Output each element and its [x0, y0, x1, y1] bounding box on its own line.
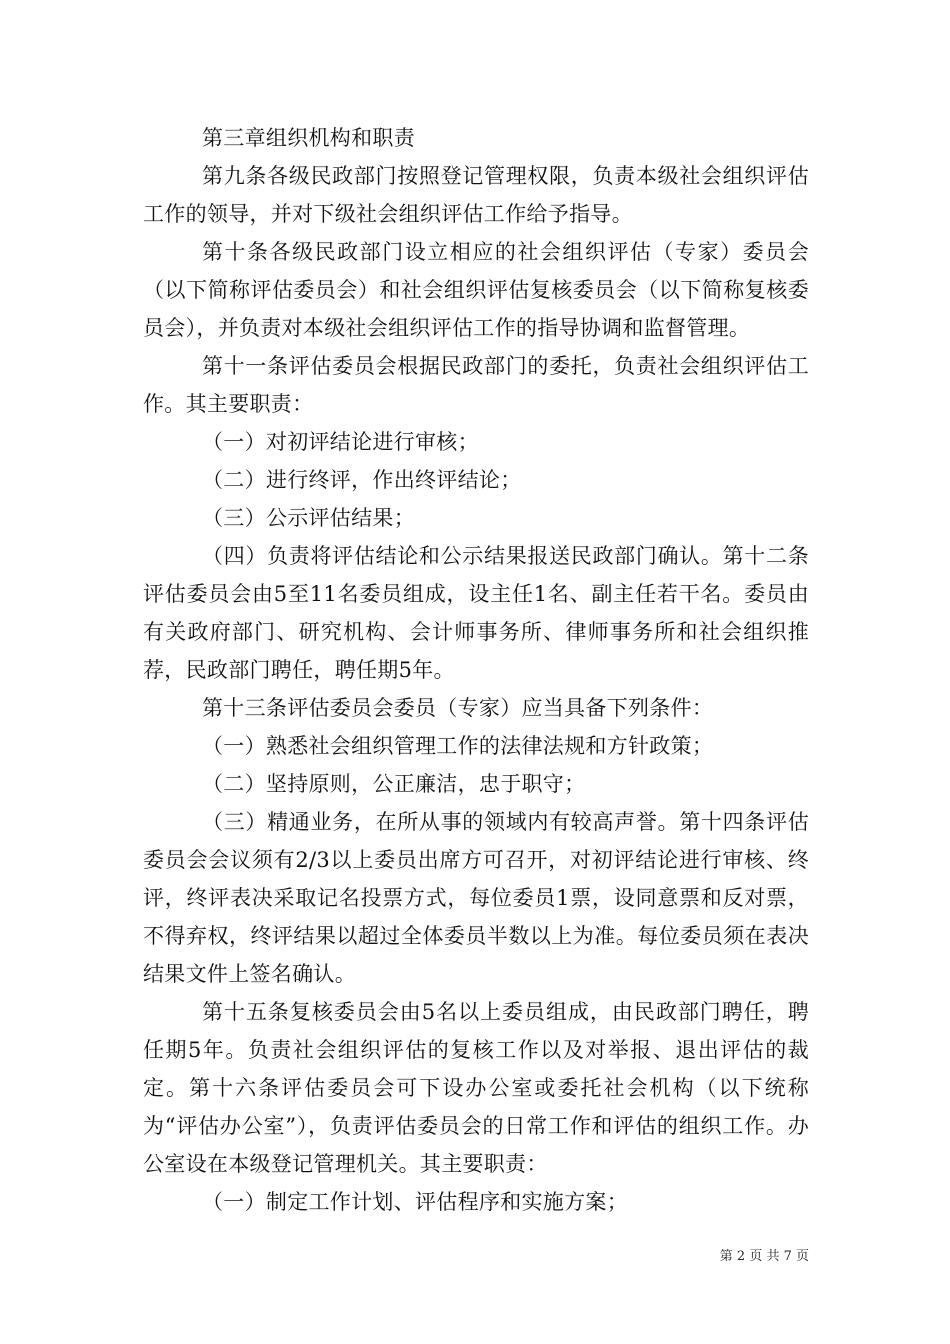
document-body [143, 119, 809, 1221]
chapter-heading: 第三章组织机构和职责 [202, 126, 415, 150]
list-item: （四）负责将评估结论和公示结果报送民政部门确认。第十二条评估委员会由5至11名委员组成，设主任1名、副主任若干名。委员由有关政府部门、研究机构、会计师事务所、律师事务所和社会组织推荐，民政部门聘任，聘任期5年。 [143, 544, 809, 682]
list-item: （二）进行终评，作出终评结论； [202, 468, 522, 492]
paragraph-article-13: 第十三条评估委员会委员（专家）应当具备下列条件： [202, 696, 714, 720]
paragraph-article-9: 第九条各级民政部门按照登记管理权限，负责本级社会组织评估工作的领导，并对下级社会组织评估工作给予指导。 [143, 164, 809, 226]
paragraph-article-15: 第十五条复核委员会由5名以上委员组成，由民政部门聘任，聘任期5年。负责社会组织评估的复核工作以及对举报、退出评估的裁定。第十六条评估委员会可下设办公室或委托社会机构（以下统称为“评估办公室”），负责评估委员会的日常工作和评估的组织工作。办公室设在本级登记管理机关。其主要职责： [143, 1000, 809, 1176]
list-item: （一）制定工作计划、评估程序和实施方案； [202, 1190, 628, 1214]
list-item: （三）精通业务，在所从事的领域内有较高声誉。第十四条评估委员会会议须有2/3以上委员出席方可召开，对初评结论进行审核、终评，终评表决采取记名投票方式，每位委员1票，设同意票和反对票，不得弃权，终评结果以超过全体委员半数以上为准。每位委员须在表决结果文件上签名确认。 [143, 810, 809, 986]
paragraph-article-11: 第十一条评估委员会根据民政部门的委托，负责社会组织评估工作。其主要职责： [143, 354, 809, 416]
page-number: 第 2 页 共 7 页 [719, 1249, 809, 1264]
paragraph-article-10: 第十条各级民政部门设立相应的社会组织评估（专家）委员会（以下简称评估委员会）和社会组织评估复核委员会（以下简称复核委员会），并负责对本级社会组织评估工作的指导协调和监督管理。 [143, 240, 809, 340]
list-item: （二）坚持原则，公正廉洁，忠于职守； [202, 772, 586, 796]
list-item: （三）公示评估结果； [202, 506, 415, 530]
list-item: （一）对初评结论进行审核； [202, 430, 479, 454]
list-item: （一）熟悉社会组织管理工作的法律法规和方针政策； [202, 734, 714, 758]
